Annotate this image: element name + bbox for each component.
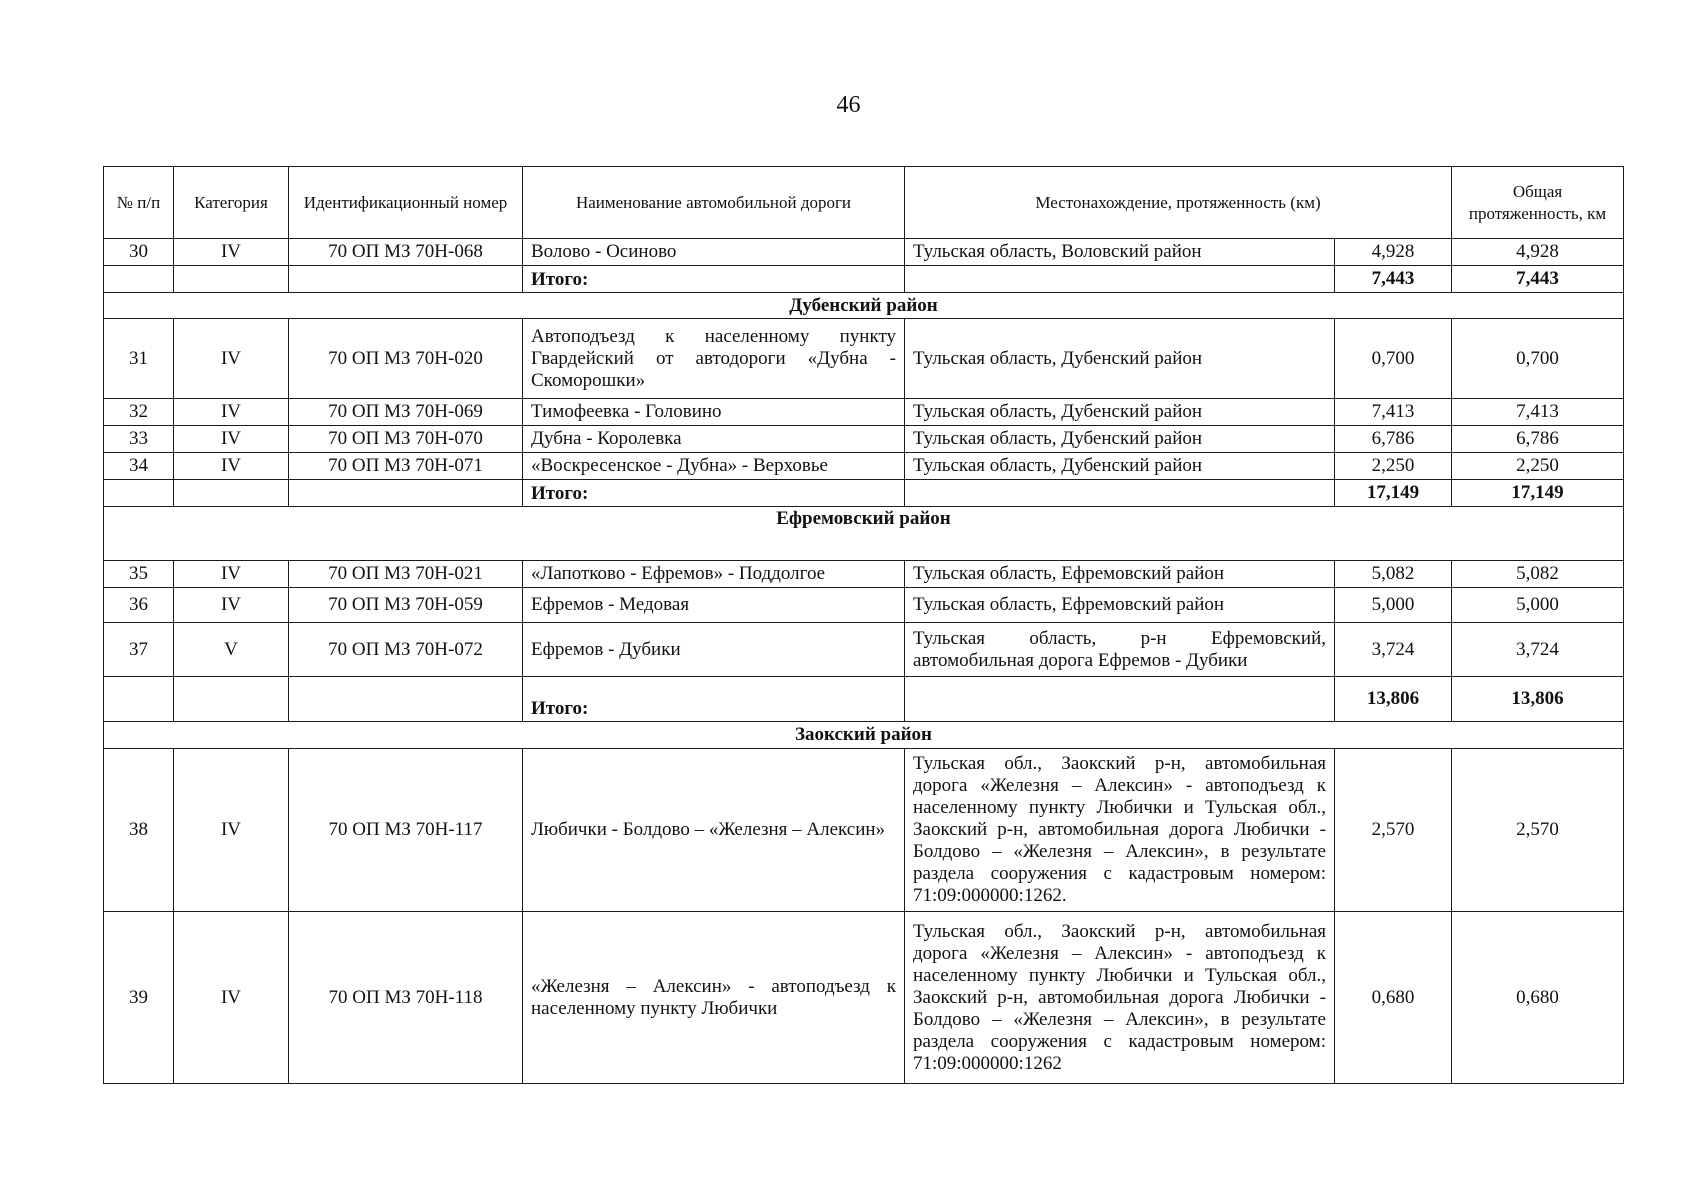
subtotal-row xyxy=(104,266,1624,293)
cell-location: Тульская обл., Заокский р-н, автомобильная дорога «Железня – Алексин» - автоподъезд к населенному пункту Любички и Тульская обл., Заокский р-н, автомобильная дорога Любички - Болдово – «Железня – Алексин», в результате раздела сооружения с кадастровым номером: 71:09:000000:1262. xyxy=(905,749,1335,912)
cell-category: IV xyxy=(174,399,289,426)
cell-total: 7,413 xyxy=(1452,399,1624,426)
cell-id: 70 ОП МЗ 70Н-068 xyxy=(289,239,523,266)
table-header-row xyxy=(104,167,1624,239)
subtotal-length: 13,806 xyxy=(1335,677,1452,722)
cell-category: IV xyxy=(174,749,289,912)
cell-num: 38 xyxy=(104,749,174,912)
cell-name: «Железня – Алексин» - автоподъезд к населенному пункту Любички xyxy=(523,912,905,1084)
cell-id: 70 ОП МЗ 70Н-069 xyxy=(289,399,523,426)
cell-id: 70 ОП МЗ 70Н-072 xyxy=(289,623,523,677)
header-name: Наименование автомобильной дороги xyxy=(523,167,905,239)
cell-location: Тульская область, Ефремовский район xyxy=(905,588,1335,623)
subtotal-length: 7,443 xyxy=(1335,266,1452,293)
cell-location: Тульская область, Дубенский район xyxy=(905,399,1335,426)
cell-length: 0,680 xyxy=(1335,912,1452,1084)
cell-location: Тульская область, Дубенский район xyxy=(905,319,1335,399)
cell-length: 2,570 xyxy=(1335,749,1452,912)
table-row xyxy=(104,399,1624,426)
district-name: Дубенский район xyxy=(104,293,1624,319)
subtotal-row xyxy=(104,480,1624,507)
cell-length: 4,928 xyxy=(1335,239,1452,266)
cell-total: 6,786 xyxy=(1452,426,1624,453)
cell-total: 0,700 xyxy=(1452,319,1624,399)
subtotal-label: Итого: xyxy=(523,266,905,293)
header-total: Общая протяженность, км xyxy=(1452,167,1624,239)
table-row xyxy=(104,912,1624,1084)
cell-num: 31 xyxy=(104,319,174,399)
subtotal-total: 17,149 xyxy=(1452,480,1624,507)
cell-name: Волово - Осиново xyxy=(523,239,905,266)
cell-name: Ефремов - Медовая xyxy=(523,588,905,623)
district-name: Ефремовский район xyxy=(104,507,1624,561)
cell-category: IV xyxy=(174,319,289,399)
table-row xyxy=(104,561,1624,588)
cell-num: 34 xyxy=(104,453,174,480)
cell-num: 39 xyxy=(104,912,174,1084)
cell-length: 5,000 xyxy=(1335,588,1452,623)
cell-length: 3,724 xyxy=(1335,623,1452,677)
cell-name: «Лапотково - Ефремов» - Поддолгое xyxy=(523,561,905,588)
cell-num: 35 xyxy=(104,561,174,588)
cell-location: Тульская область, Ефремовский район xyxy=(905,561,1335,588)
cell-id: 70 ОП МЗ 70Н-020 xyxy=(289,319,523,399)
district-name: Заокский район xyxy=(104,722,1624,749)
cell-category: IV xyxy=(174,912,289,1084)
cell-num: 30 xyxy=(104,239,174,266)
cell-name: Любички - Болдово – «Железня – Алексин» xyxy=(523,749,905,912)
subtotal-label: Итого: xyxy=(523,480,905,507)
cell-name: Дубна - Королевка xyxy=(523,426,905,453)
cell-length: 7,413 xyxy=(1335,399,1452,426)
cell-location: Тульская область, р-н Ефремовский, автомобильная дорога Ефремов - Дубики xyxy=(905,623,1335,677)
page-number: 46 xyxy=(836,92,861,118)
cell-total: 0,680 xyxy=(1452,912,1624,1084)
cell-category: IV xyxy=(174,453,289,480)
table-row xyxy=(104,426,1624,453)
subtotal-row xyxy=(104,677,1624,722)
table-row xyxy=(104,623,1624,677)
cell-id: 70 ОП МЗ 70Н-021 xyxy=(289,561,523,588)
header-num: № п/п xyxy=(104,167,174,239)
cell-total: 3,724 xyxy=(1452,623,1624,677)
cell-location: Тульская область, Дубенский район xyxy=(905,453,1335,480)
cell-id: 70 ОП МЗ 70Н-118 xyxy=(289,912,523,1084)
district-header-row xyxy=(104,722,1624,749)
cell-length: 0,700 xyxy=(1335,319,1452,399)
cell-id: 70 ОП МЗ 70Н-071 xyxy=(289,453,523,480)
cell-category: IV xyxy=(174,239,289,266)
cell-total: 5,000 xyxy=(1452,588,1624,623)
cell-total: 5,082 xyxy=(1452,561,1624,588)
table-row xyxy=(104,588,1624,623)
header-id: Идентификационный номер xyxy=(289,167,523,239)
cell-id: 70 ОП МЗ 70Н-059 xyxy=(289,588,523,623)
table-row xyxy=(104,453,1624,480)
cell-category: V xyxy=(174,623,289,677)
cell-length: 6,786 xyxy=(1335,426,1452,453)
cell-num: 36 xyxy=(104,588,174,623)
subtotal-total: 7,443 xyxy=(1452,266,1624,293)
cell-num: 33 xyxy=(104,426,174,453)
cell-num: 37 xyxy=(104,623,174,677)
subtotal-length: 17,149 xyxy=(1335,480,1452,507)
table-row xyxy=(104,319,1624,399)
cell-location: Тульская область, Воловский район xyxy=(905,239,1335,266)
cell-location: Тульская область, Дубенский район xyxy=(905,426,1335,453)
district-header-row xyxy=(104,507,1624,561)
cell-total: 4,928 xyxy=(1452,239,1624,266)
cell-name: Автоподъезд к населенному пункту Гвардейский от автодороги «Дубна - Скоморошки» xyxy=(523,319,905,399)
cell-id: 70 ОП МЗ 70Н-070 xyxy=(289,426,523,453)
subtotal-total: 13,806 xyxy=(1452,677,1624,722)
district-header-row xyxy=(104,293,1624,319)
cell-name: Тимофеевка - Головино xyxy=(523,399,905,426)
cell-category: IV xyxy=(174,561,289,588)
cell-total: 2,250 xyxy=(1452,453,1624,480)
cell-category: IV xyxy=(174,426,289,453)
cell-name: Ефремов - Дубики xyxy=(523,623,905,677)
subtotal-label: Итого: xyxy=(523,677,905,722)
cell-length: 2,250 xyxy=(1335,453,1452,480)
header-category: Категория xyxy=(174,167,289,239)
cell-num: 32 xyxy=(104,399,174,426)
table-row xyxy=(104,749,1624,912)
header-location: Местонахождение, протяженность (км) xyxy=(905,167,1452,239)
cell-name: «Воскресенское - Дубна» - Верховье xyxy=(523,453,905,480)
cell-category: IV xyxy=(174,588,289,623)
roads-table xyxy=(103,166,1624,1084)
cell-total: 2,570 xyxy=(1452,749,1624,912)
cell-length: 5,082 xyxy=(1335,561,1452,588)
cell-id: 70 ОП МЗ 70Н-117 xyxy=(289,749,523,912)
cell-location: Тульская обл., Заокский р-н, автомобильная дорога «Железня – Алексин» - автоподъезд к населенному пункту Любички и Тульская обл., Заокский р-н, автомобильная дорога Любички - Болдово – «Железня – Алексин», в результате раздела сооружения с кадастровым номером: 71:09:000000:1262 xyxy=(905,912,1335,1084)
table-row xyxy=(104,239,1624,266)
